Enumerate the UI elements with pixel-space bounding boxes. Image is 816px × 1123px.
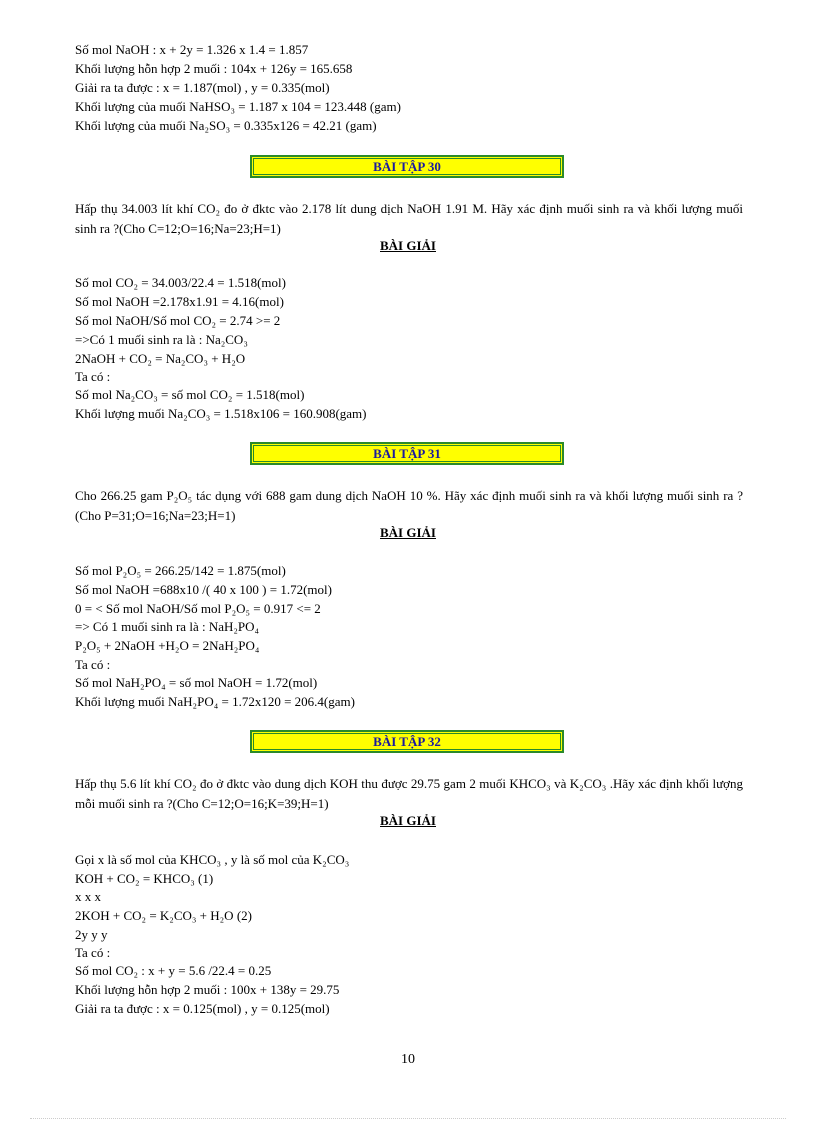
exercise-30-title: BÀI TẬP 30 <box>373 158 441 174</box>
exercise-31-solution-heading: BÀI GIẢI <box>380 525 436 540</box>
top-line-4: Khối lượng của muối NaHSO₃ = 1.187 x 104 = 123.448 (gam) <box>75 99 401 114</box>
ex30-line-2: Số mol NaOH =2.178x1.91 = 4.16(mol) <box>75 294 284 309</box>
exercise-31-problem: Cho 266.25 gam P₂O₅ tác dụng với 688 gam dung dịch NaOH 10 %. Hãy xác định muối sinh ra và khối lượng muối sinh ra ?(Cho P=31;O=16;Na=23;H=1) <box>75 488 743 523</box>
exercise-32-banner <box>250 730 564 753</box>
exercise-31-title: BÀI TẬP 31 <box>373 445 441 461</box>
ex30-line-1: Số mol CO₂ = 34.003/22.4 = 1.518(mol) <box>75 275 286 290</box>
exercise-32-title: BÀI TẬP 32 <box>373 733 441 749</box>
exercise-32-problem: Hấp thụ 5.6 lít khí CO₂ đo ở đktc vào dung dịch KOH thu được 29.75 gam 2 muối KHCO₃ và K₂CO₃ .Hãy xác định khối lượng mỗi muối sinh ra ?(Cho C=12;O=16;K=39;H=1) <box>75 776 743 811</box>
exercise-30-banner <box>250 155 564 178</box>
ex30-line-5: 2NaOH + CO₂ = Na₂CO₃ + H₂O <box>75 351 246 366</box>
ex30-line-4: =>Có 1 muối sinh ra là : Na₂CO₃ <box>75 332 248 347</box>
top-line-5: Khối lượng của muối Na₂SO₃ = 0.335x126 = 42.21 (gam) <box>75 118 377 133</box>
ex31-line-7: Số mol NaH₂PO₄ = số mol NaOH = 1.72(mol) <box>75 675 318 690</box>
ex31-line-3: 0 = < Số mol NaOH/Số mol P₂O₅ = 0.917 <= 2 <box>75 601 321 616</box>
ex31-line-8: Khối lượng muối NaH₂PO₄ = 1.72x120 = 206.4(gam) <box>75 694 355 709</box>
exercise-31-banner <box>250 442 564 465</box>
exercise-30-solution-heading: BÀI GIẢI <box>380 238 436 253</box>
page-number: 10 <box>401 1052 415 1067</box>
top-line-2: Khối lượng hỗn hợp 2 muối : 104x + 126y = 165.658 <box>75 61 353 76</box>
ex32-line-3: x x x <box>75 889 101 904</box>
ex32-line-2: KOH + CO₂ = KHCO₃ (1) <box>75 871 214 886</box>
ex31-line-2: Số mol NaOH =688x10 /( 40 x 100 ) = 1.72(mol) <box>75 582 332 597</box>
top-line-3: Giải ra ta được : x = 1.187(mol) , y = 0.335(mol) <box>75 80 330 95</box>
ex31-line-6: Ta có : <box>75 657 111 672</box>
page-bottom-divider <box>30 1118 786 1119</box>
ex31-line-1: Số mol P₂O₅ = 266.25/142 = 1.875(mol) <box>75 563 286 578</box>
ex30-line-8: Khối lượng muối Na₂CO₃ = 1.518x106 = 160.908(gam) <box>75 406 367 421</box>
ex30-line-7: Số mol Na₂CO₃ = số mol CO₂ = 1.518(mol) <box>75 387 305 402</box>
exercise-32-solution-heading: BÀI GIẢI <box>380 813 436 828</box>
ex32-line-5: 2y y y <box>75 927 108 942</box>
ex32-line-7: Số mol CO₂ : x + y = 5.6 /22.4 = 0.25 <box>75 963 272 978</box>
ex32-line-4: 2KOH + CO₂ = K₂CO₃ + H₂O (2) <box>75 908 252 923</box>
ex31-line-4: => Có 1 muối sinh ra là : NaH₂PO₄ <box>75 619 260 634</box>
ex32-line-6: Ta có : <box>75 945 111 960</box>
ex30-line-3: Số mol NaOH/Số mol CO₂ = 2.74 >= 2 <box>75 313 281 328</box>
exercise-30-problem: Hấp thụ 34.003 lít khí CO₂ đo ở đktc vào 2.178 lít dung dịch NaOH 1.91 M. Hãy xác định muối sinh ra và khối lượng muối sinh ra ?(Cho C=12;O=16;Na=23;H=1) <box>75 201 743 236</box>
ex30-line-6: Ta có : <box>75 369 111 384</box>
ex31-line-5: P₂O₅ + 2NaOH +H₂O = 2NaH₂PO₄ <box>75 638 260 653</box>
ex32-line-9: Giải ra ta được : x = 0.125(mol) , y = 0.125(mol) <box>75 1001 330 1016</box>
ex32-line-1: Gọi x là số mol của KHCO₃ , y là số mol của K₂CO₃ <box>75 852 350 867</box>
top-line-1: Số mol NaOH : x + 2y = 1.326 x 1.4 = 1.857 <box>75 42 309 57</box>
ex32-line-8: Khối lượng hỗn hợp 2 muối : 100x + 138y = 29.75 <box>75 982 340 997</box>
